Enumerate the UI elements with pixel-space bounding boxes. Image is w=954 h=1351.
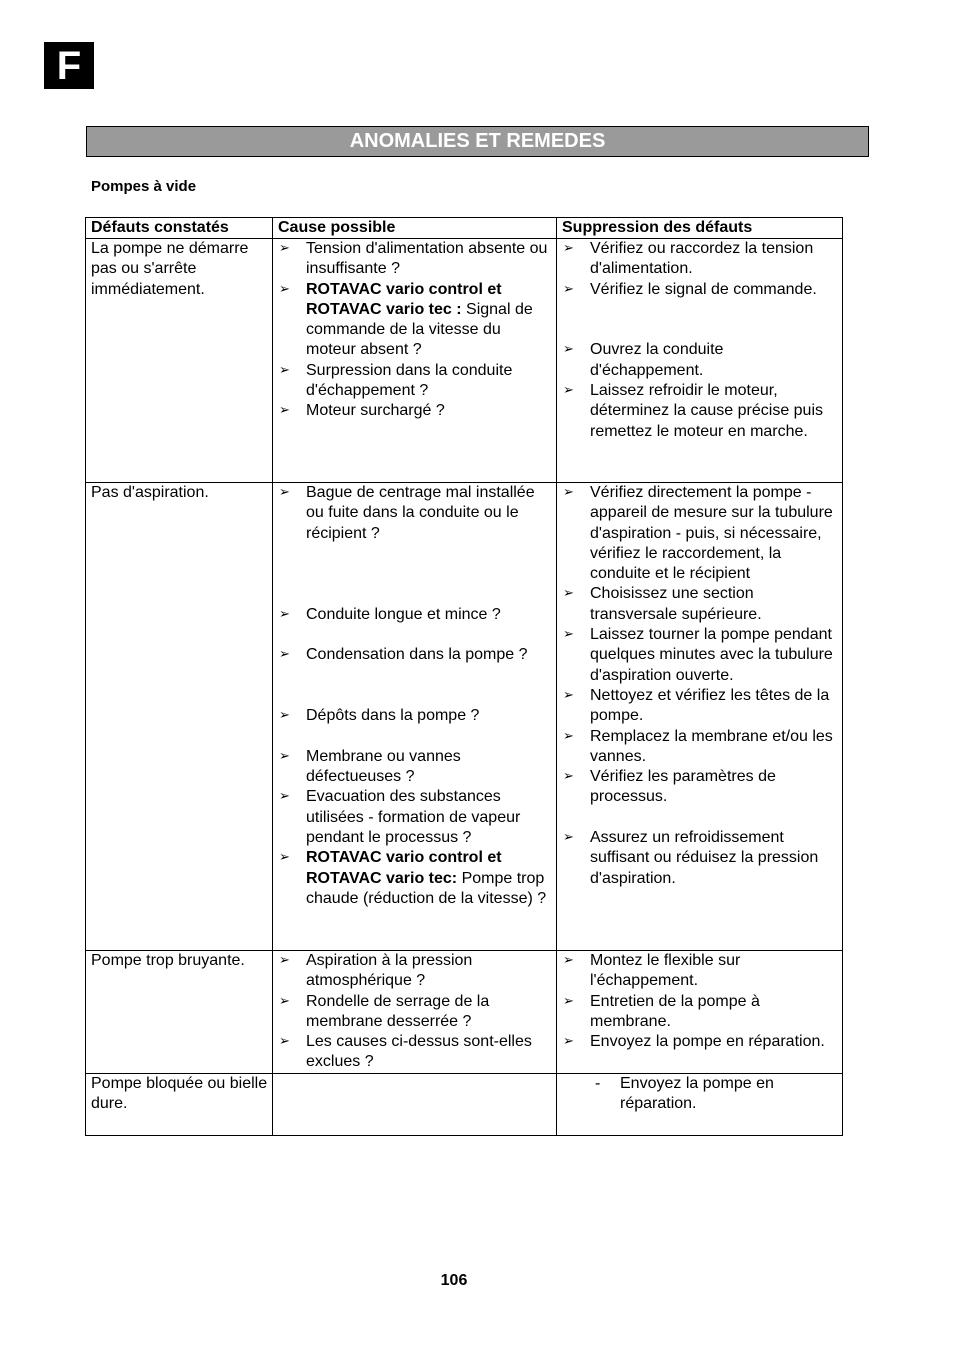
list-item: ➢ Surpression dans la conduite d'échappement ?	[278, 361, 554, 402]
cause-cell	[273, 1073, 557, 1135]
cause-list	[278, 951, 554, 1073]
table-row	[86, 239, 843, 483]
header-remedy: Suppression des défauts	[557, 218, 843, 239]
remedy-cell	[557, 483, 843, 951]
list-item: ➢ Laissez refroidir le moteur, déterminez la cause précise puis remettez le moteur en marche.	[562, 381, 840, 442]
list-item	[278, 280, 554, 361]
header-cause: Cause possible	[273, 218, 557, 239]
list-item: ➢ Assurez un refroidissement suffisant ou réduisez la pression d'aspiration.	[562, 828, 840, 889]
list-item: ➢ Envoyez la pompe en réparation.	[562, 1032, 840, 1052]
list-item: ➢ Les causes ci-dessus sont-elles exclues ?	[278, 1032, 554, 1073]
remedy-list	[562, 951, 840, 1052]
cause-cell	[273, 483, 557, 951]
list-item: ➢ Rondelle de serrage de la membrane desserrée ?	[278, 992, 554, 1033]
defect-cell: Pas d'aspiration.	[86, 483, 273, 951]
header-defects: Défauts constatés	[86, 218, 273, 239]
list-item: ➢ Membrane ou vannes défectueuses ?	[278, 747, 554, 788]
list-item: ➢ Vérifiez directement la pompe - appareil de mesure sur la tubulure d'aspiration - puis, si nécessaire, vérifiez le raccordement, la conduite et le récipient	[562, 483, 840, 584]
language-tab-f: F	[44, 42, 94, 89]
list-item: ➢ Ouvrez la conduite d'échappement.	[562, 340, 840, 381]
cause-list	[278, 239, 554, 422]
list-item: ➢ Aspiration à la pression atmosphérique ?	[278, 951, 554, 992]
table-header-row	[86, 218, 843, 239]
cause-list	[278, 483, 554, 909]
table-row	[86, 1073, 843, 1135]
remedy-cell	[557, 951, 843, 1074]
defect-cell: Pompe trop bruyante.	[86, 951, 273, 1074]
list-item: ➢ Conduite longue et mince ?	[278, 605, 554, 625]
section-subtitle: Pompes à vide	[91, 178, 197, 195]
list-item: ➢ Montez le flexible sur l'échappement.	[562, 951, 840, 992]
product-name: ROTAVAC vario control et ROTAVAC vario tec:	[306, 849, 502, 887]
list-item: ➢ Dépôts dans la pompe ?	[278, 706, 554, 726]
cause-cell	[273, 239, 557, 483]
troubleshooting-table	[85, 217, 843, 1136]
defect-cell: Pompe bloquée ou bielle dure.	[86, 1073, 273, 1135]
list-item: ➢ Choisissez une section transversale supérieure.	[562, 584, 840, 625]
list-item: ➢ Condensation dans la pompe ?	[278, 645, 554, 665]
remedy-list	[562, 1074, 840, 1115]
list-item-text: Pompe trop chaude (réduction de la vitesse) ?	[306, 869, 547, 907]
list-item: ➢ Laissez tourner la pompe pendant quelques minutes avec la tubulure d'aspiration ouverte.	[562, 625, 840, 686]
remedy-list	[562, 239, 840, 442]
list-item: ➢ Bague de centrage mal installée ou fuite dans la conduite ou le récipient ?	[278, 483, 554, 544]
list-item: ➢ Tension d'alimentation absente ou insuffisante ?	[278, 239, 554, 280]
section-banner: ANOMALIES ET REMEDES	[86, 126, 869, 157]
table-row	[86, 951, 843, 1074]
list-item: ➢ Nettoyez et vérifiez les têtes de la pompe.	[562, 686, 840, 727]
page-number: 106	[440, 1272, 468, 1289]
defect-cell: La pompe ne démarre pas ou s'arrête immédiatement.	[86, 239, 273, 483]
product-name: ROTAVAC vario control et ROTAVAC vario tec :	[306, 280, 502, 318]
remedy-cell	[557, 239, 843, 483]
list-item: ➢ Entretien de la pompe à membrane.	[562, 992, 840, 1033]
list-item	[278, 848, 554, 909]
table-row	[86, 483, 843, 951]
list-item: ➢ Vérifiez ou raccordez la tension d'alimentation.	[562, 239, 840, 280]
list-item: - Envoyez la pompe en réparation.	[562, 1074, 840, 1115]
remedy-list	[562, 483, 840, 889]
list-item: ➢ Vérifiez les paramètres de processus.	[562, 767, 840, 808]
list-item: ➢ Remplacez la membrane et/ou les vannes.	[562, 727, 840, 768]
list-item: ➢ Evacuation des substances utilisées - formation de vapeur pendant le processus ?	[278, 787, 554, 848]
list-item-text: Signal de commande de la vitesse du moteur absent ?	[306, 300, 533, 359]
list-item: ➢ Vérifiez le signal de commande.	[562, 280, 840, 300]
cause-cell	[273, 951, 557, 1074]
remedy-cell	[557, 1073, 843, 1135]
list-item: ➢ Moteur surchargé ?	[278, 401, 554, 421]
